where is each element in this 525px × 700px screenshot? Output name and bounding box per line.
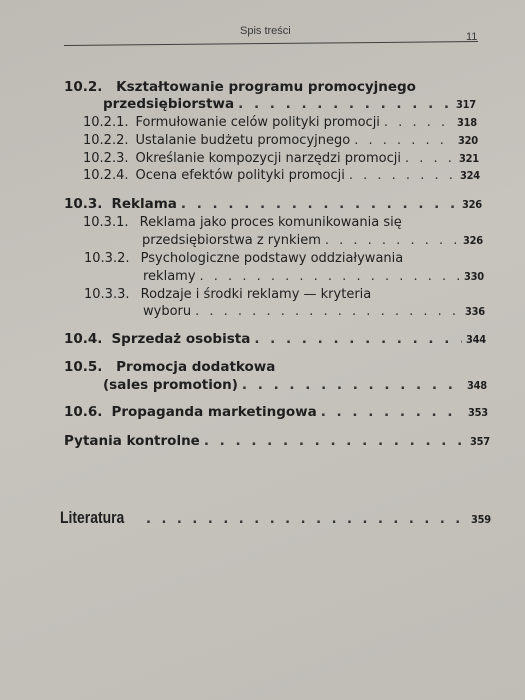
toc-entry-title: Reklama jako proces komunikowania się bbox=[139, 215, 402, 230]
toc-entry-title-cont: reklamy bbox=[143, 269, 196, 284]
toc-entry-page: 353 bbox=[467, 406, 488, 419]
page-number: 11 bbox=[466, 31, 478, 43]
toc-entry-number: 10.2.3. bbox=[83, 151, 129, 166]
toc-entry-10-3-3 bbox=[143, 304, 485, 319]
toc-entry-page: 324 bbox=[459, 169, 480, 182]
dot-leader bbox=[195, 304, 461, 319]
toc-entry-page: 326 bbox=[462, 234, 483, 247]
toc-entry-page: 359 bbox=[470, 513, 491, 526]
toc-entry-10-6 bbox=[64, 404, 488, 420]
dot-leader bbox=[200, 269, 460, 284]
toc-entry-title: Rodzaje i środki reklamy — kryteria bbox=[140, 287, 372, 302]
toc-entry-page: 321 bbox=[458, 152, 479, 165]
toc-entry-10-3-2-line1 bbox=[84, 251, 403, 266]
toc-entry-10-3 bbox=[64, 196, 482, 212]
toc-entry-page: 317 bbox=[455, 98, 476, 111]
toc-entry-page: 318 bbox=[456, 116, 477, 129]
toc-entry-number: 10.2.1. bbox=[83, 115, 129, 130]
toc-entry-title: Literatura bbox=[60, 508, 125, 527]
toc-entry-10-3-2 bbox=[143, 269, 484, 284]
toc-entry-page: 326 bbox=[461, 198, 482, 211]
toc-entry-10-5-line1 bbox=[64, 359, 275, 375]
dot-leader bbox=[242, 377, 463, 393]
toc-entry-10-3-1-line1 bbox=[83, 215, 402, 230]
toc-entry-title-wrap bbox=[60, 508, 142, 528]
toc-entry-number: 10.3.3. bbox=[84, 287, 130, 302]
toc-entry-title: Ocena efektów polityki promocji bbox=[135, 168, 345, 183]
toc-entry-number: 10.3.2. bbox=[84, 251, 130, 266]
toc-entry-10-2-4 bbox=[83, 168, 480, 183]
toc-entry-10-2-3 bbox=[83, 151, 479, 166]
header-rule bbox=[64, 41, 478, 46]
toc-entry-title-cont: przedsiębiorstwa z rynkiem bbox=[142, 233, 321, 248]
toc-entry-10-2-1 bbox=[83, 115, 477, 130]
toc-entry-10-4 bbox=[64, 331, 486, 347]
toc-entry-number: 10.2. bbox=[64, 79, 103, 95]
toc-entry-title: Ustalanie budżetu promocyjnego bbox=[135, 133, 351, 148]
toc-entry-number: 10.3. bbox=[64, 196, 103, 212]
toc-entry-title-cont: przedsiębiorstwa bbox=[103, 96, 235, 112]
toc-entry-number: 10.2.4. bbox=[83, 168, 129, 183]
toc-entry-page: 330 bbox=[463, 270, 484, 283]
toc-entry-number: 10.6. bbox=[64, 404, 103, 420]
toc-entry-10-3-3-line1 bbox=[84, 287, 371, 302]
dot-leader bbox=[321, 404, 464, 420]
toc-entry-title: Reklama bbox=[111, 196, 177, 212]
running-title: Spis treści bbox=[240, 25, 291, 37]
dot-leader bbox=[349, 168, 456, 183]
toc-entry-number: 10.3.1. bbox=[83, 215, 129, 230]
dot-leader bbox=[204, 433, 466, 449]
dot-leader bbox=[254, 331, 462, 347]
toc-entry-title: Sprzedaż osobista bbox=[111, 331, 251, 347]
toc-entry-literatura bbox=[60, 508, 491, 528]
toc-entry-page: 344 bbox=[465, 333, 486, 346]
toc-entry-10-2 bbox=[103, 96, 476, 112]
toc-entry-10-2-line1 bbox=[64, 79, 416, 95]
toc-entry-page: 348 bbox=[466, 379, 487, 392]
toc-entry-title: Promocja dodatkowa bbox=[116, 359, 276, 375]
toc-entry-page: 320 bbox=[457, 134, 478, 147]
toc-entry-title: Psychologiczne podstawy oddziaływania bbox=[140, 251, 404, 266]
dot-leader bbox=[181, 196, 458, 212]
toc-entry-title: Propaganda marketingowa bbox=[111, 404, 317, 420]
toc-entry-number: 10.5. bbox=[64, 359, 103, 375]
toc-entry-10-3-1 bbox=[142, 233, 483, 248]
dot-leader bbox=[405, 151, 455, 166]
toc-entry-pytania-kontrolne bbox=[64, 433, 490, 449]
toc-entry-title: Formułowanie celów polityki promocji bbox=[135, 115, 380, 130]
dot-leader bbox=[238, 96, 452, 112]
toc-entry-title-cont: (sales promotion) bbox=[103, 377, 238, 393]
dot-leader bbox=[325, 233, 459, 248]
dot-leader bbox=[146, 512, 467, 527]
toc-entry-title: Określanie kompozycji narzędzi promocji bbox=[135, 151, 401, 166]
toc-entry-page: 336 bbox=[464, 305, 485, 318]
toc-entry-10-2-2 bbox=[83, 133, 478, 148]
toc-entry-number: 10.2.2. bbox=[83, 133, 129, 148]
toc-entry-title-cont: wyboru bbox=[143, 304, 192, 319]
toc-entry-page: 357 bbox=[469, 435, 490, 448]
toc-entry-title: Kształtowanie programu promocyjnego bbox=[116, 79, 416, 95]
toc-entry-title: Pytania kontrolne bbox=[64, 433, 200, 449]
toc-entry-10-5 bbox=[103, 377, 487, 393]
dot-leader bbox=[354, 133, 454, 148]
toc-entry-number: 10.4. bbox=[64, 331, 103, 347]
dot-leader bbox=[384, 115, 453, 130]
